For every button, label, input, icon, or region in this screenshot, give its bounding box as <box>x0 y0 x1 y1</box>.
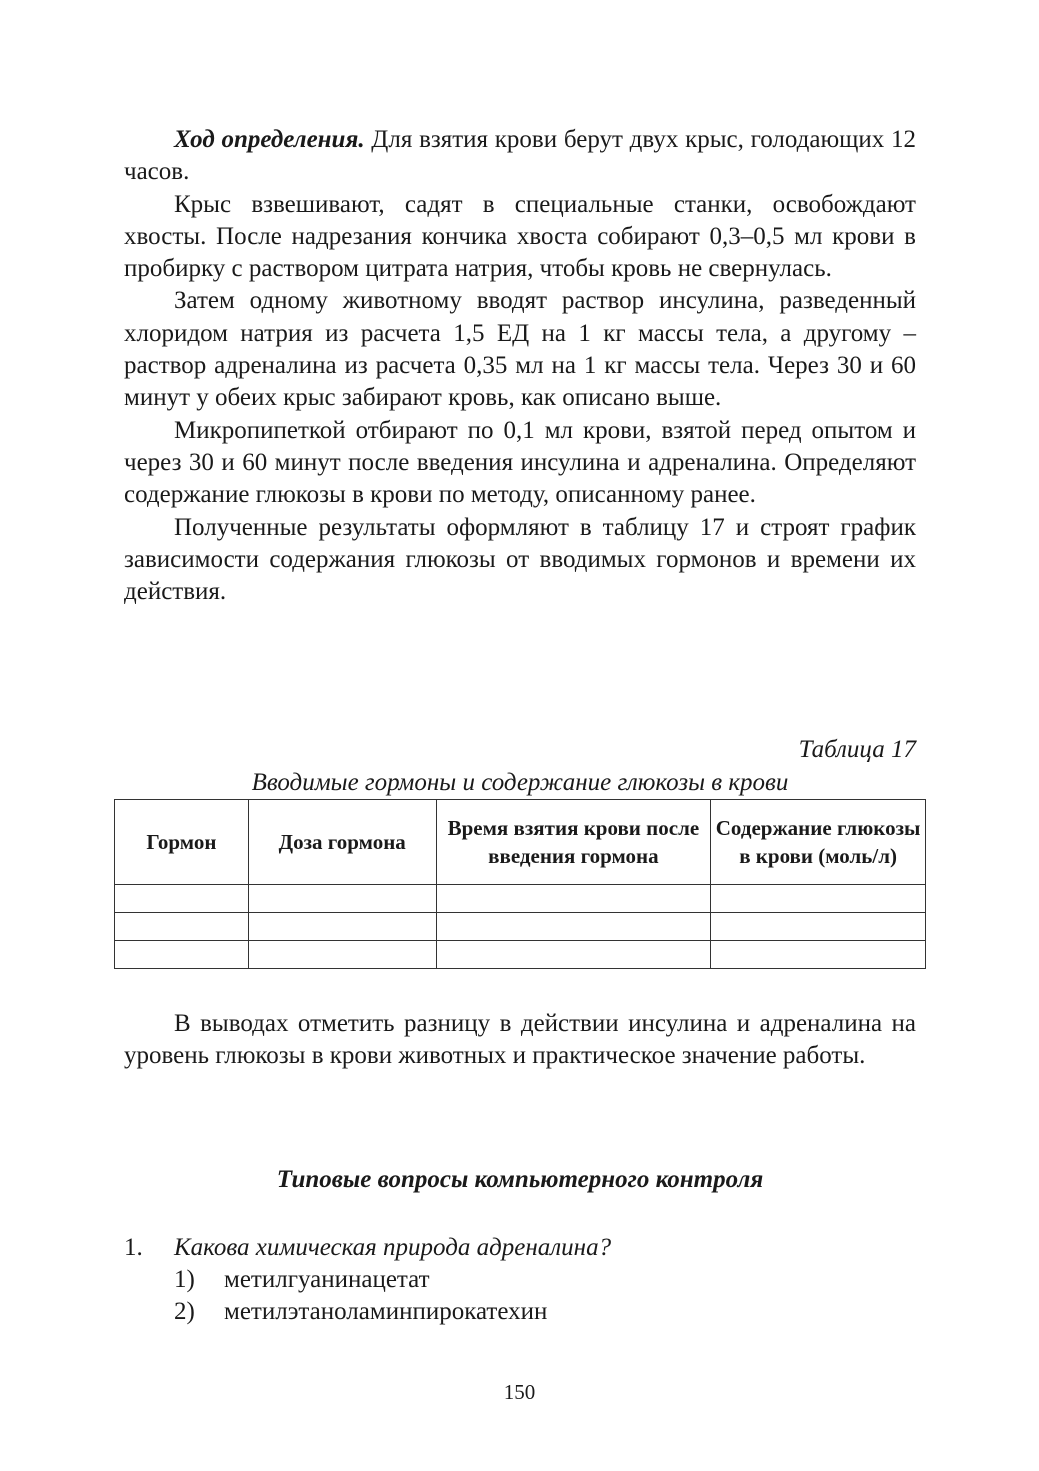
answer-option <box>174 1296 547 1328</box>
paragraph-text: Для взятия крови берут двух крыс, голодающих 12 часов. <box>124 126 916 186</box>
table-cell <box>248 941 436 969</box>
table-cell <box>115 913 249 941</box>
option-text: метилэтаноламинпирокатехин <box>224 1298 548 1325</box>
table-cell <box>711 941 926 969</box>
table-header-row <box>115 800 926 885</box>
hormone-table <box>114 799 926 969</box>
option-number: 2) <box>174 1298 195 1325</box>
paragraph-weighing: Крыс взвешивают, садят в специальные станки, освобождают хвосты. После надрезания кончика хвоста собирают 0,3–0,5 мл крови в пробирку с раствором цитрата натрия, чтобы кровь не свернулась. <box>124 190 916 283</box>
column-header-hormone: Гормон <box>115 800 249 885</box>
body-text-top <box>124 124 916 608</box>
table-row <box>115 913 926 941</box>
option-number: 1) <box>174 1266 195 1293</box>
table-row <box>115 941 926 969</box>
table-cell <box>436 913 711 941</box>
table-row <box>115 885 926 913</box>
table-cell <box>436 941 711 969</box>
question-number: 1. <box>124 1234 143 1261</box>
paragraph-injection: Затем одному животному вводят раствор инсулина, разведенный хлоридом натрия из расчета 1,5 ЕД на 1 кг массы тела, а другому – раствор адреналина из расчета 0,35 мл на 1 кг массы тела. Через 30 и 60 минут у обеих крыс забирают кровь, как описано выше. <box>124 287 916 412</box>
table-cell <box>115 885 249 913</box>
table-cell <box>248 885 436 913</box>
question-item <box>124 1232 611 1264</box>
page-number: 150 <box>503 1380 536 1404</box>
body-text-conclusion <box>124 1008 916 1073</box>
question-text: Какова химическая природа адреналина? <box>174 1234 612 1261</box>
table-cell <box>436 885 711 913</box>
paragraph-lead: Ход определения. <box>174 126 365 153</box>
table-title: Вводимые гормоны и содержание глюкозы в крови <box>251 769 789 796</box>
paragraph-procedure <box>124 124 916 189</box>
table-cell <box>711 913 926 941</box>
paragraph-micropipette: Микропипеткой отбирают по 0,1 мл крови, взятой перед опытом и через 30 и 60 минут после введения инсулина и адреналина. Определяют содержание глюкозы в крови по методу, описанному ранее. <box>124 416 916 509</box>
paragraph-results: Полученные результаты оформляют в таблицу 17 и строят график зависимости содержания глюкозы от вводимых гормонов и времени их действия. <box>124 513 916 606</box>
table-cell <box>248 913 436 941</box>
option-text: метилгуанинацетат <box>224 1266 430 1293</box>
column-header-dose: Доза гормона <box>248 800 436 885</box>
paragraph-conclusion: В выводах отметить разницу в действии инсулина и адреналина на уровень глюкозы в крови животных и практическое значение работы. <box>124 1010 916 1070</box>
column-header-glucose: Содержание глюкозы в крови (моль/л) <box>711 800 926 885</box>
column-header-sampling-time: Время взятия крови после введения гормона <box>436 800 711 885</box>
table-cell <box>711 885 926 913</box>
table-label: Таблица 17 <box>798 736 916 763</box>
table-cell <box>115 941 249 969</box>
section-heading: Типовые вопросы компьютерного контроля <box>276 1166 764 1193</box>
answer-option <box>174 1264 430 1296</box>
